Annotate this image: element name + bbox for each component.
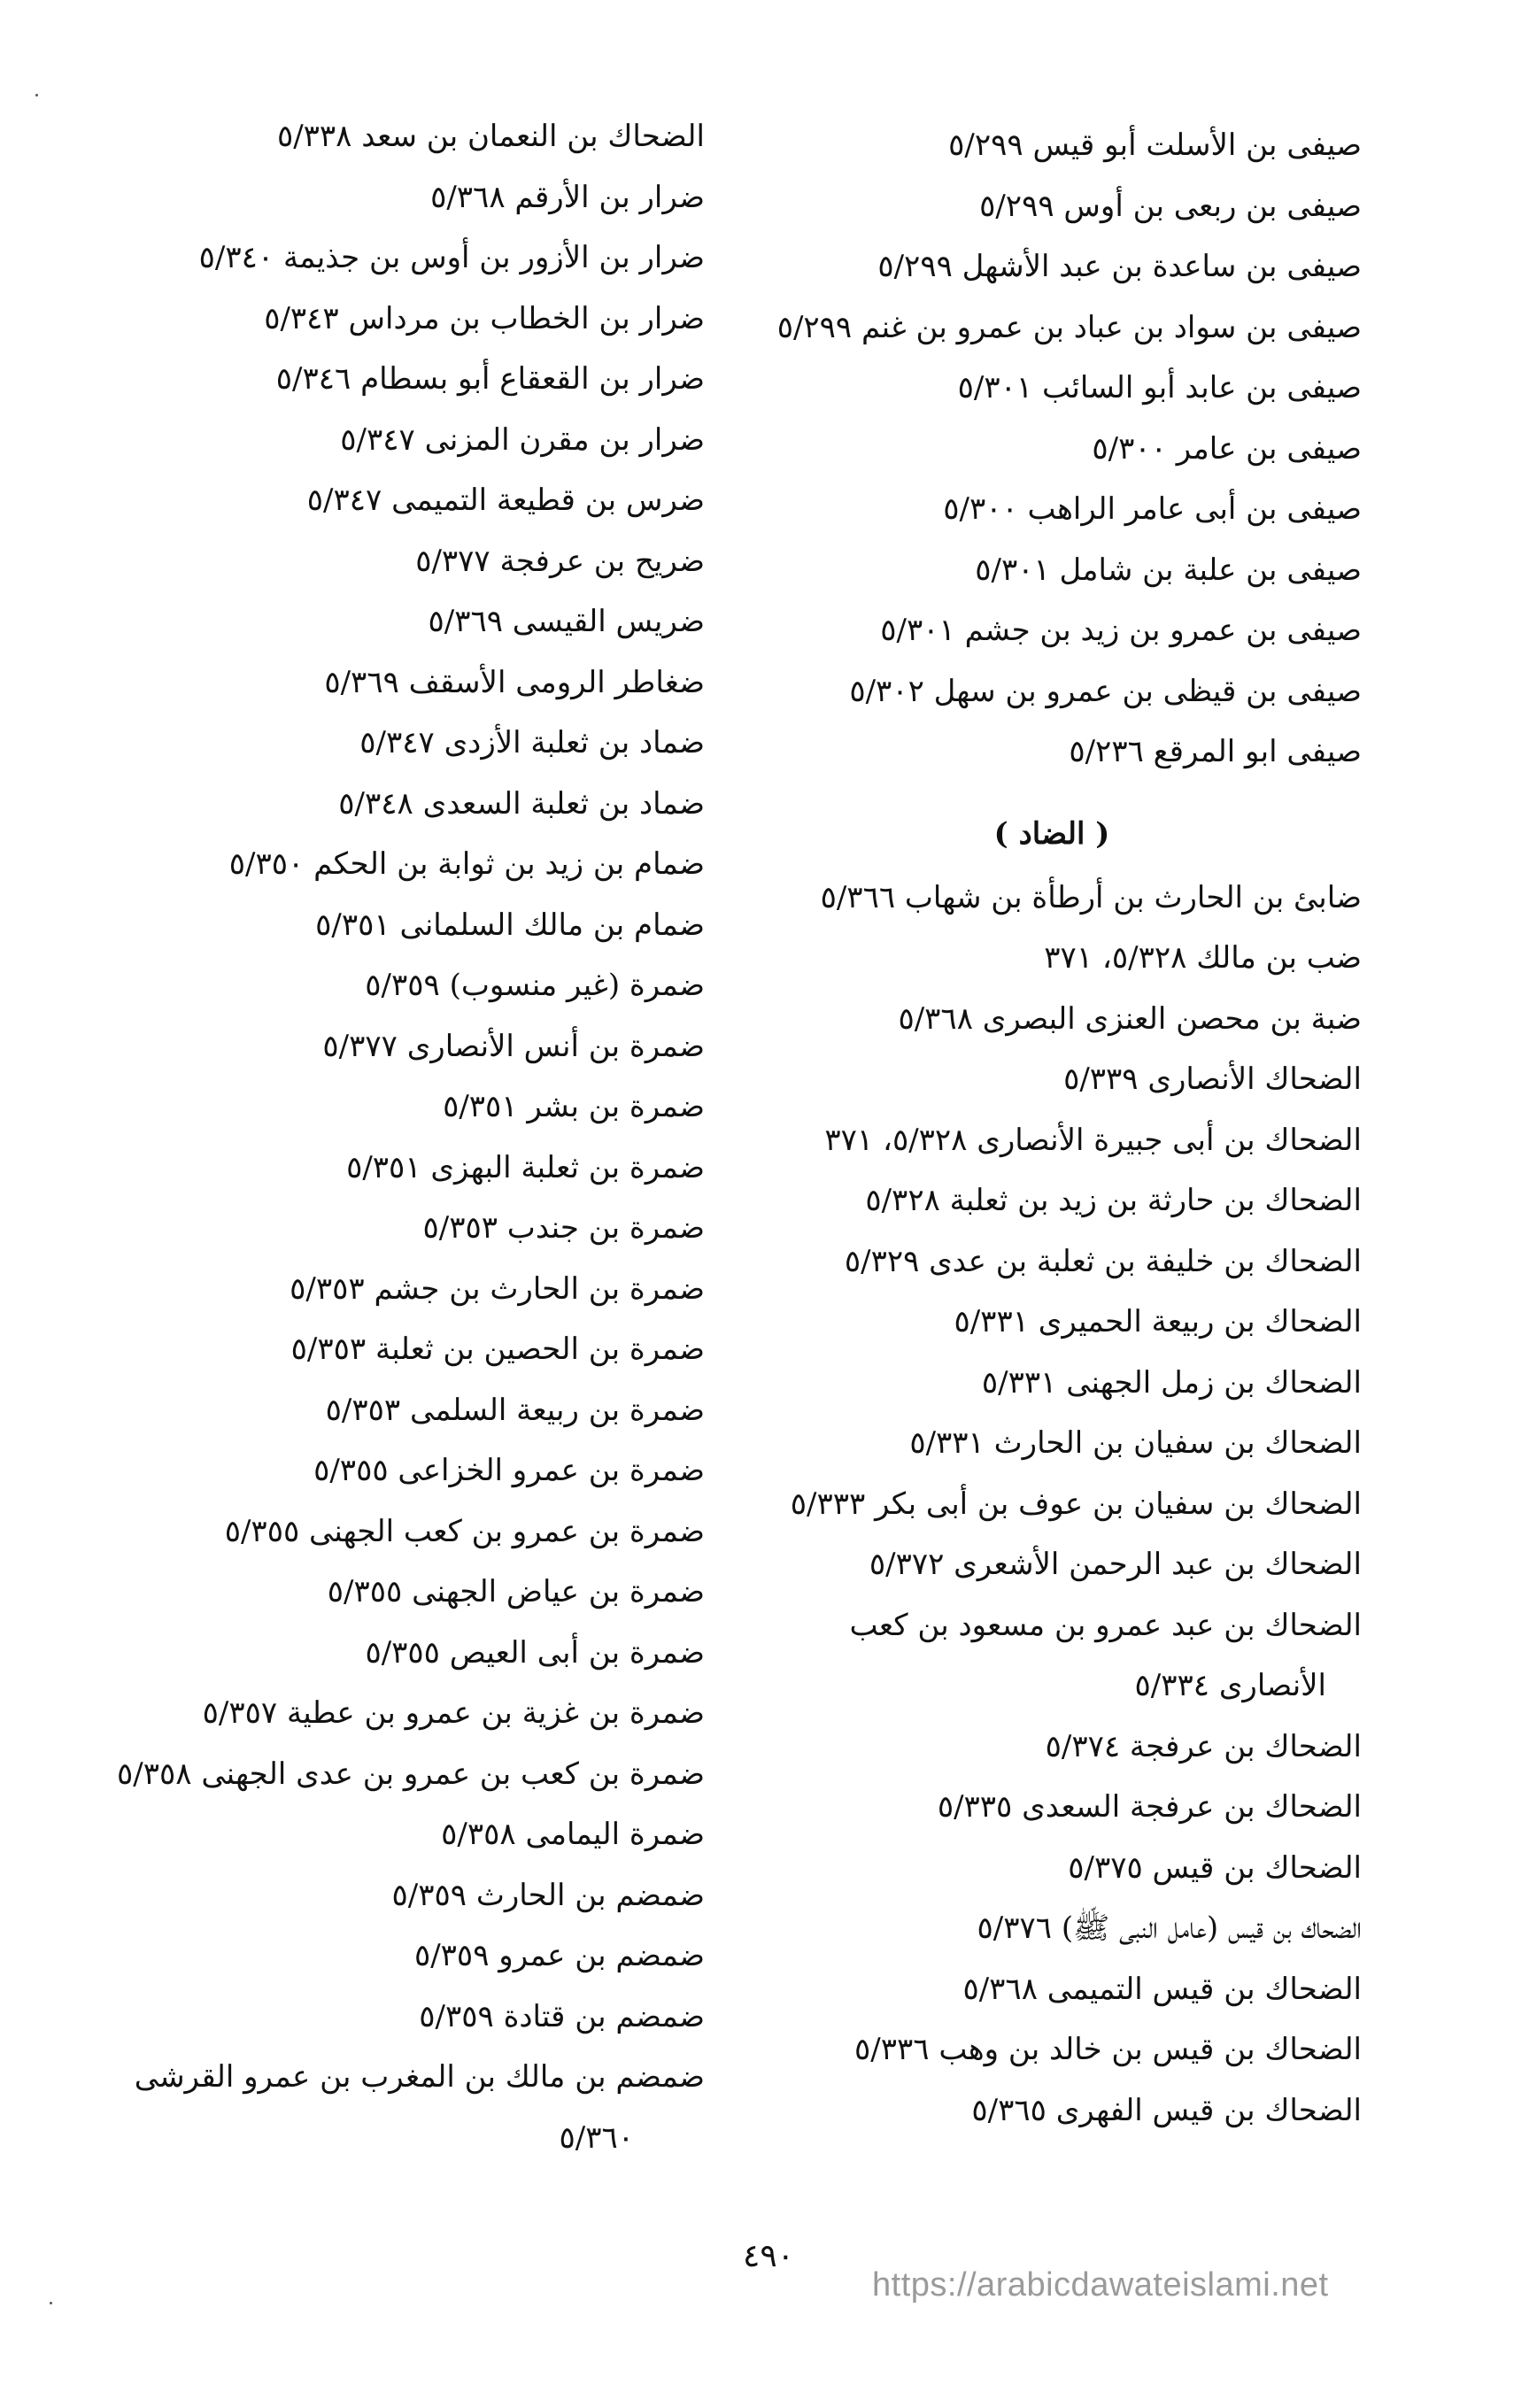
index-entry: ضابئ بن الحارث بن أرطأة بن شهاب ٥/٣٦٦ [820, 879, 1362, 915]
index-entry: صيفى بن أبى عامر الراهب ٥/٣٠٠ [943, 491, 1362, 527]
scan-speck [35, 94, 38, 96]
index-entry-wrapped [742, 1595, 1362, 1717]
index-entry: ضمرة بن غزية بن عمرو بن عطية ٥/٣٥٧ [202, 1695, 705, 1731]
index-entry: صيفى بن عامر ٥/٣٠٠ [1092, 430, 1362, 467]
entry-line: الضحاك بن عبد عمرو بن مسعود بن كعب [849, 1607, 1362, 1643]
index-entry: ضرار بن الأزور بن أوس بن جذيمة ٥/٣٤٠ [198, 240, 705, 275]
index-entry: ضب بن مالك ٥/٣٢٨، ٣٧١ [1044, 940, 1362, 976]
index-entry: ضبة بن محصن العنزى البصرى ٥/٣٦٨ [898, 1000, 1362, 1037]
index-entry: الضحاك بن عرفجة السعدى ٥/٣٣٥ [937, 1789, 1362, 1825]
index-entry: الضحاك بن عرفجة ٥/٣٧٤ [1045, 1728, 1362, 1764]
page-number: ٤٩٠ [742, 2238, 794, 2274]
left-column [23, 106, 705, 2168]
index-entry: ضمرة بن بشر ٥/٣٥١ [443, 1089, 705, 1124]
index-entry: صيفى بن علبة بن شامل ٥/٣٠١ [975, 552, 1362, 588]
index-entry: صيفى بن الأسلت أبو قيس ٥/٢٩٩ [948, 127, 1362, 163]
index-entry: صيفى ابو المرقع ٥/٢٣٦ [1069, 734, 1362, 769]
index-entry: ضمرة اليمامى ٥/٣٥٨ [441, 1817, 705, 1852]
watermark-url: https://arabicdawateislami.net [872, 2266, 1329, 2304]
index-entry: ضمرة بن جندب ٥/٣٥٣ [422, 1210, 705, 1246]
index-entry: ضمرة بن عمرو الخزاعى ٥/٣٥٥ [313, 1453, 705, 1488]
index-entry: ضماد بن ثعلبة الأزدى ٥/٣٤٧ [359, 725, 705, 760]
index-entry: ضمرة بن ثعلبة البهزى ٥/٣٥١ [346, 1149, 705, 1185]
index-entry: ضمرة بن كعب بن عمرو بن عدى الجهنى ٥/٣٥٨ [117, 1756, 705, 1792]
index-entry: صيفى بن عمرو بن زيد بن جشم ٥/٣٠١ [880, 613, 1362, 648]
index-entry: ضريح بن عرفجة ٥/٣٧٧ [415, 543, 705, 579]
index-entry: الضحاك بن زمل الجهنى ٥/٣٣١ [981, 1364, 1362, 1401]
index-entry: الضحاك بن قيس (عامل النبى ﷺ) ٥/٣٧٦ [977, 1910, 1362, 1946]
index-entry: الضحاك بن عبد الرحمن الأشعرى ٥/٣٧٢ [869, 1547, 1362, 1582]
index-entry: الضحاك بن قيس ٥/٣٧٥ [1068, 1849, 1362, 1886]
index-entry: ضمضم بن قتادة ٥/٣٥٩ [419, 1998, 705, 2034]
index-entry: ضرار بن القعقاع أبو بسطام ٥/٣٤٦ [275, 361, 705, 397]
index-entry: ضماد بن ثعلبة السعدى ٥/٣٤٨ [338, 785, 705, 822]
index-entry: الضحاك بن سفيان بن عوف بن أبى بكر ٥/٣٣٣ [790, 1486, 1362, 1522]
index-entry: ضمضم بن الحارث ٥/٣٥٩ [391, 1877, 705, 1913]
index-entry: ضرار بن الأرقم ٥/٣٦٨ [430, 179, 705, 215]
index-entry: صيفى بن ربعى بن أوس ٥/٢٩٩ [979, 188, 1362, 224]
index-entry: صيفى بن سواد بن عباد بن عمرو بن غنم ٥/٢٩٩ [776, 309, 1362, 345]
index-entry: ضمضم بن عمرو ٥/٣٥٩ [413, 1938, 705, 1973]
index-entry: الضحاك بن قيس الفهرى ٥/٣٦٥ [971, 2092, 1362, 2128]
entry-line: ضمضم بن مالك بن المغرب بن عمرو القرشى [134, 2059, 705, 2095]
index-entry-wrapped [23, 2047, 705, 2168]
index-entry: الضحاك بن قيس بن خالد بن وهب ٥/٣٣٦ [854, 2032, 1362, 2067]
index-entry: ضمرة بن ربيعة السلمى ٥/٣٥٣ [325, 1392, 705, 1428]
index-entry: ضمرة بن عمرو بن كعب الجهنى ٥/٣٥٥ [224, 1513, 705, 1549]
index-entry: ضرار بن الخطاب بن مرداس ٥/٣٤٣ [264, 300, 705, 336]
index-entry: الضحاك بن حارثة بن زيد بن ثعلبة ٥/٣٢٨ [865, 1183, 1362, 1218]
index-entry: ضمرة بن الحارث بن جشم ٥/٣٥٣ [290, 1270, 705, 1307]
index-entry: الضحاك الأنصارى ٥/٣٣٩ [1063, 1061, 1362, 1097]
entry-continuation: ٥/٣٦٠ [559, 2119, 634, 2156]
index-entry: ضريس القيسى ٥/٣٦٩ [428, 604, 705, 639]
index-entry: ضرس بن قطيعة التميمى ٥/٣٤٧ [306, 482, 705, 518]
index-entry: الضحاك بن ربيعة الحميرى ٥/٣٣١ [954, 1304, 1362, 1339]
index-entry: ضغاطر الرومى الأسقف ٥/٣٦٩ [324, 664, 705, 700]
index-entry: ضمرة بن الحصين بن ثعلبة ٥/٣٥٣ [290, 1331, 705, 1367]
index-entry: الضحاك بن النعمان بن سعد ٥/٣٣٨ [276, 119, 705, 154]
index-entry: ضمرة بن أبى العيص ٥/٣٥٥ [365, 1634, 705, 1671]
section-heading: ( الضاد ) [993, 815, 1110, 852]
scan-speck [50, 2302, 52, 2304]
entry-continuation: الأنصارى ٥/٣٣٤ [1134, 1668, 1326, 1703]
index-entry: صيفى بن عابد أبو السائب ٥/٣٠١ [957, 370, 1362, 405]
index-entry: ضمرة (غير منسوب) ٥/٣٥٩ [365, 968, 705, 1003]
index-entry: ضمرة بن أنس الأنصارى ٥/٣٧٧ [322, 1028, 705, 1064]
index-entry: صيفى بن قيظى بن عمرو بن سهل ٥/٣٠٢ [849, 673, 1362, 709]
index-entry: الضحاك بن خليفة بن ثعلبة بن عدى ٥/٣٢٩ [844, 1243, 1362, 1279]
index-entry: ضمام بن مالك السلمانى ٥/٣٥١ [315, 907, 705, 943]
right-column [742, 115, 1362, 2141]
index-entry: الضحاك بن سفيان بن الحارث ٥/٣٣١ [909, 1425, 1362, 1461]
index-entry: الضحاك بن أبى جبيرة الأنصارى ٥/٣٢٨، ٣٧١ [824, 1122, 1362, 1158]
index-entry: ضمرة بن عياض الجهنى ٥/٣٥٥ [327, 1574, 705, 1609]
index-entry: صيفى بن ساعدة بن عبد الأشهل ٥/٢٩٩ [877, 249, 1362, 284]
index-entry: ضمام بن زيد بن ثوابة بن الحكم ٥/٣٥٠ [228, 846, 705, 882]
index-entry: الضحاك بن قيس التميمى ٥/٣٦٨ [962, 1971, 1362, 2007]
index-entry: ضرار بن مقرن المزنى ٥/٣٤٧ [340, 421, 705, 458]
